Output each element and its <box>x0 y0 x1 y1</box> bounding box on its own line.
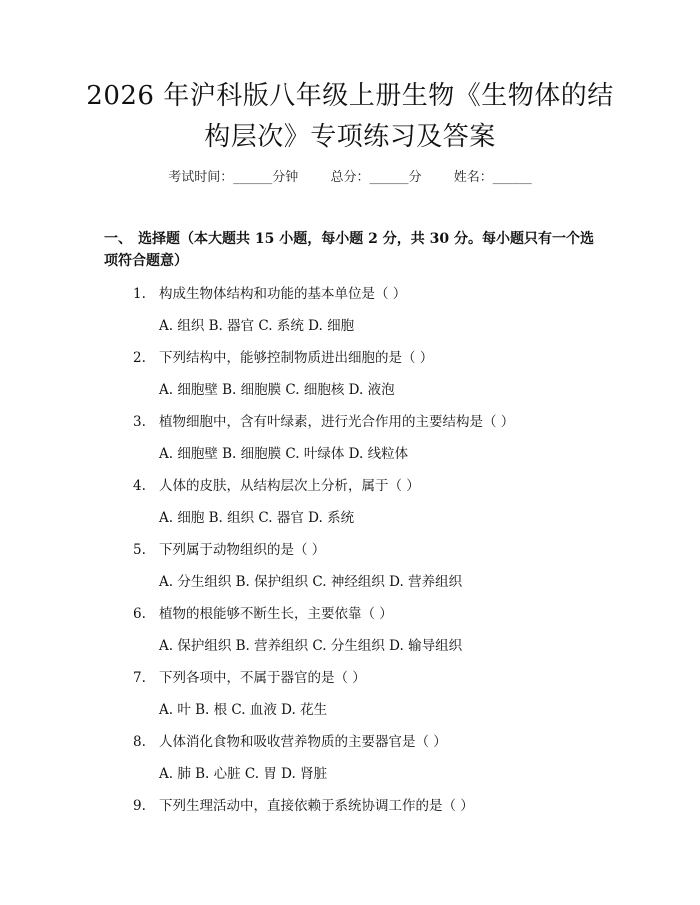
question-number: 8. <box>133 734 146 750</box>
question-number: 4. <box>133 478 146 494</box>
question-item <box>133 602 393 622</box>
document-title-line-2: 构层次》专项练习及答案 <box>204 122 496 152</box>
question-item <box>133 538 325 558</box>
question-options: A. 细胞 B. 组织 C. 器官 D. 系统 <box>159 510 355 526</box>
document-title-line-1: 2026 年沪科版八年级上册生物《生物体的结 <box>86 81 614 111</box>
question-number: 7. <box>133 670 146 686</box>
section-number: 一、 <box>104 231 132 247</box>
question-item <box>133 410 514 430</box>
question-item <box>133 282 406 302</box>
question-options: A. 细胞壁 B. 细胞膜 C. 细胞核 D. 液泡 <box>159 382 395 398</box>
question-text: 植物的根能够不断生长，主要依靠（ ） <box>159 606 393 622</box>
question-number: 9. <box>133 798 146 814</box>
question-options: A. 肺 B. 心脏 C. 胃 D. 肾脏 <box>159 766 328 782</box>
section-text: 选择题（本大题共 15 小题，每小题 2 分，共 30 分。每小题只有一个选项符合题意） <box>104 231 594 269</box>
question-text: 植物细胞中，含有叶绿素，进行光合作用的主要结构是（ ） <box>159 414 515 430</box>
question-number: 5. <box>133 542 146 558</box>
question-item <box>133 346 433 366</box>
question-text: 人体的皮肤，从结构层次上分析，属于（ ） <box>159 478 420 494</box>
question-options: A. 分生组织 B. 保护组织 C. 神经组织 D. 营养组织 <box>159 574 463 590</box>
question-text: 人体消化食物和吸收营养物质的主要器官是（ ） <box>159 734 447 750</box>
section-heading <box>104 228 604 272</box>
question-text: 下列各项中，不属于器官的是（ ） <box>159 670 366 686</box>
exam-time-field: 考试时间：______分钟 <box>168 170 299 185</box>
question-text: 构成生物体结构和功能的基本单位是（ ） <box>159 286 407 302</box>
question-options: A. 保护组织 B. 营养组织 C. 分生组织 D. 输导组织 <box>159 638 463 654</box>
question-item <box>133 730 447 750</box>
question-item <box>133 474 420 494</box>
question-options: A. 叶 B. 根 C. 血液 D. 花生 <box>159 702 328 718</box>
question-text: 下列生理活动中，直接依赖于系统协调工作的是（ ） <box>159 798 474 814</box>
question-options: A. 组织 B. 器官 C. 系统 D. 细胞 <box>159 318 355 334</box>
student-name-field: 姓名：______ <box>453 170 532 185</box>
question-number: 2. <box>133 350 146 366</box>
question-number: 1. <box>133 286 146 302</box>
question-text: 下列属于动物组织的是（ ） <box>159 542 326 558</box>
question-number: 3. <box>133 414 146 430</box>
question-item <box>133 794 474 814</box>
exam-meta <box>0 166 700 185</box>
question-number: 6. <box>133 606 146 622</box>
total-score-field: 总分：______分 <box>330 170 422 185</box>
question-item <box>133 666 366 686</box>
question-text: 下列结构中，能够控制物质进出细胞的是（ ） <box>159 350 434 366</box>
question-options: A. 细胞壁 B. 细胞膜 C. 叶绿体 D. 线粒体 <box>159 446 409 462</box>
